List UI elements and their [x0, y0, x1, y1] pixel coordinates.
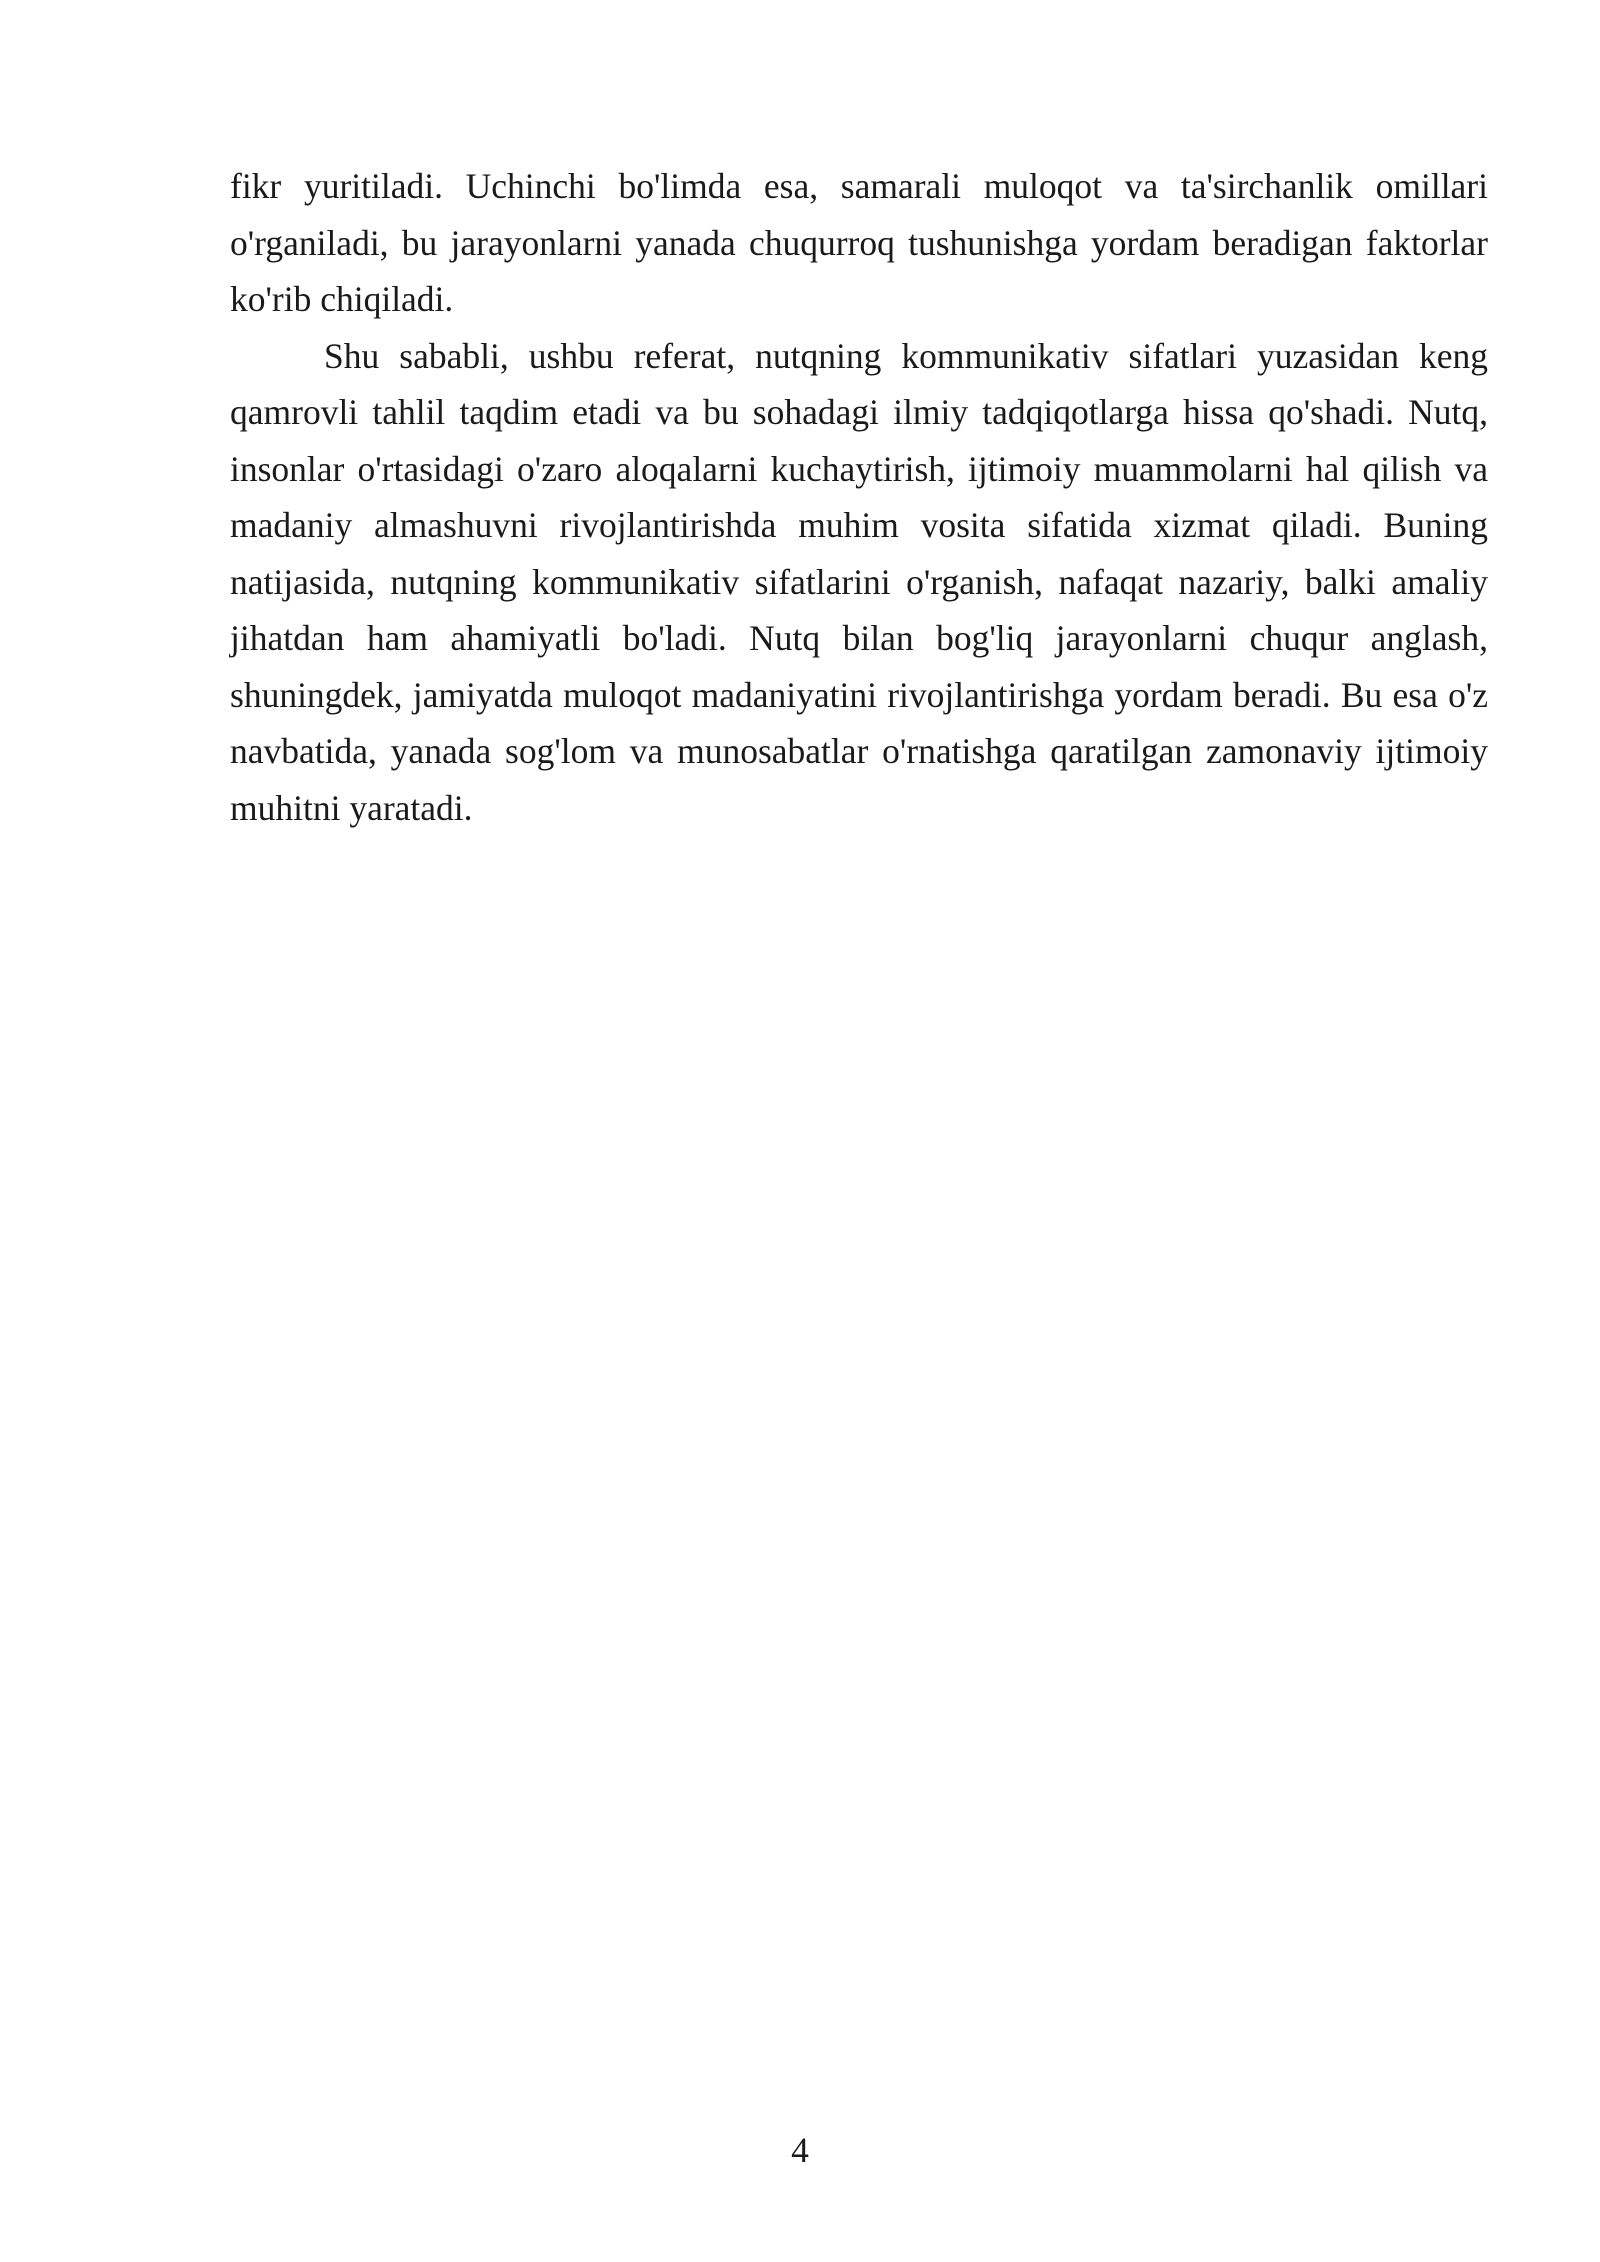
paragraph-continuation: fikr yuritiladi. Uchinchi bo'limda esa, samarali muloqot va ta'sirchanlik omillari o'rganiladi, bu jarayonlarni yanada chuqurroq tushunishga yordam beradigan faktorlar ko'rib chiqiladi. — [230, 166, 1488, 319]
paragraph-conclusion: Shu sababli, ushbu referat, nutqning kommunikativ sifatlari yuzasidan keng qamrovli tahlil taqdim etadi va bu sohadagi ilmiy tadqiqotlarga hissa qo'shadi. Nutq, insonlar o'rtasidagi o'zaro aloqalarni kuchaytirish, ijtimoiy muammolarni hal qilish va madaniy almashuvni rivojlantirishda muhim vosita sifatida xizmat qiladi. Buning natijasida, nutqning kommunikativ sifatlarini o'rganish, nafaqat nazariy, balki amaliy jihatdan ham ahamiyatli bo'ladi. Nutq bilan bog'liq jarayonlarni chuqur anglash, shuningdek, jamiyatda muloqot madaniyatini rivojlantirishga yordam beradi. Bu esa o'z navbatida, yanada sog'lom va munosabatlar o'rnatishga qaratilgan zamonaviy ijtimoiy muhitni yaratadi. — [230, 335, 1488, 828]
page-number: 4 — [791, 2130, 809, 2170]
body-text — [230, 158, 1488, 836]
